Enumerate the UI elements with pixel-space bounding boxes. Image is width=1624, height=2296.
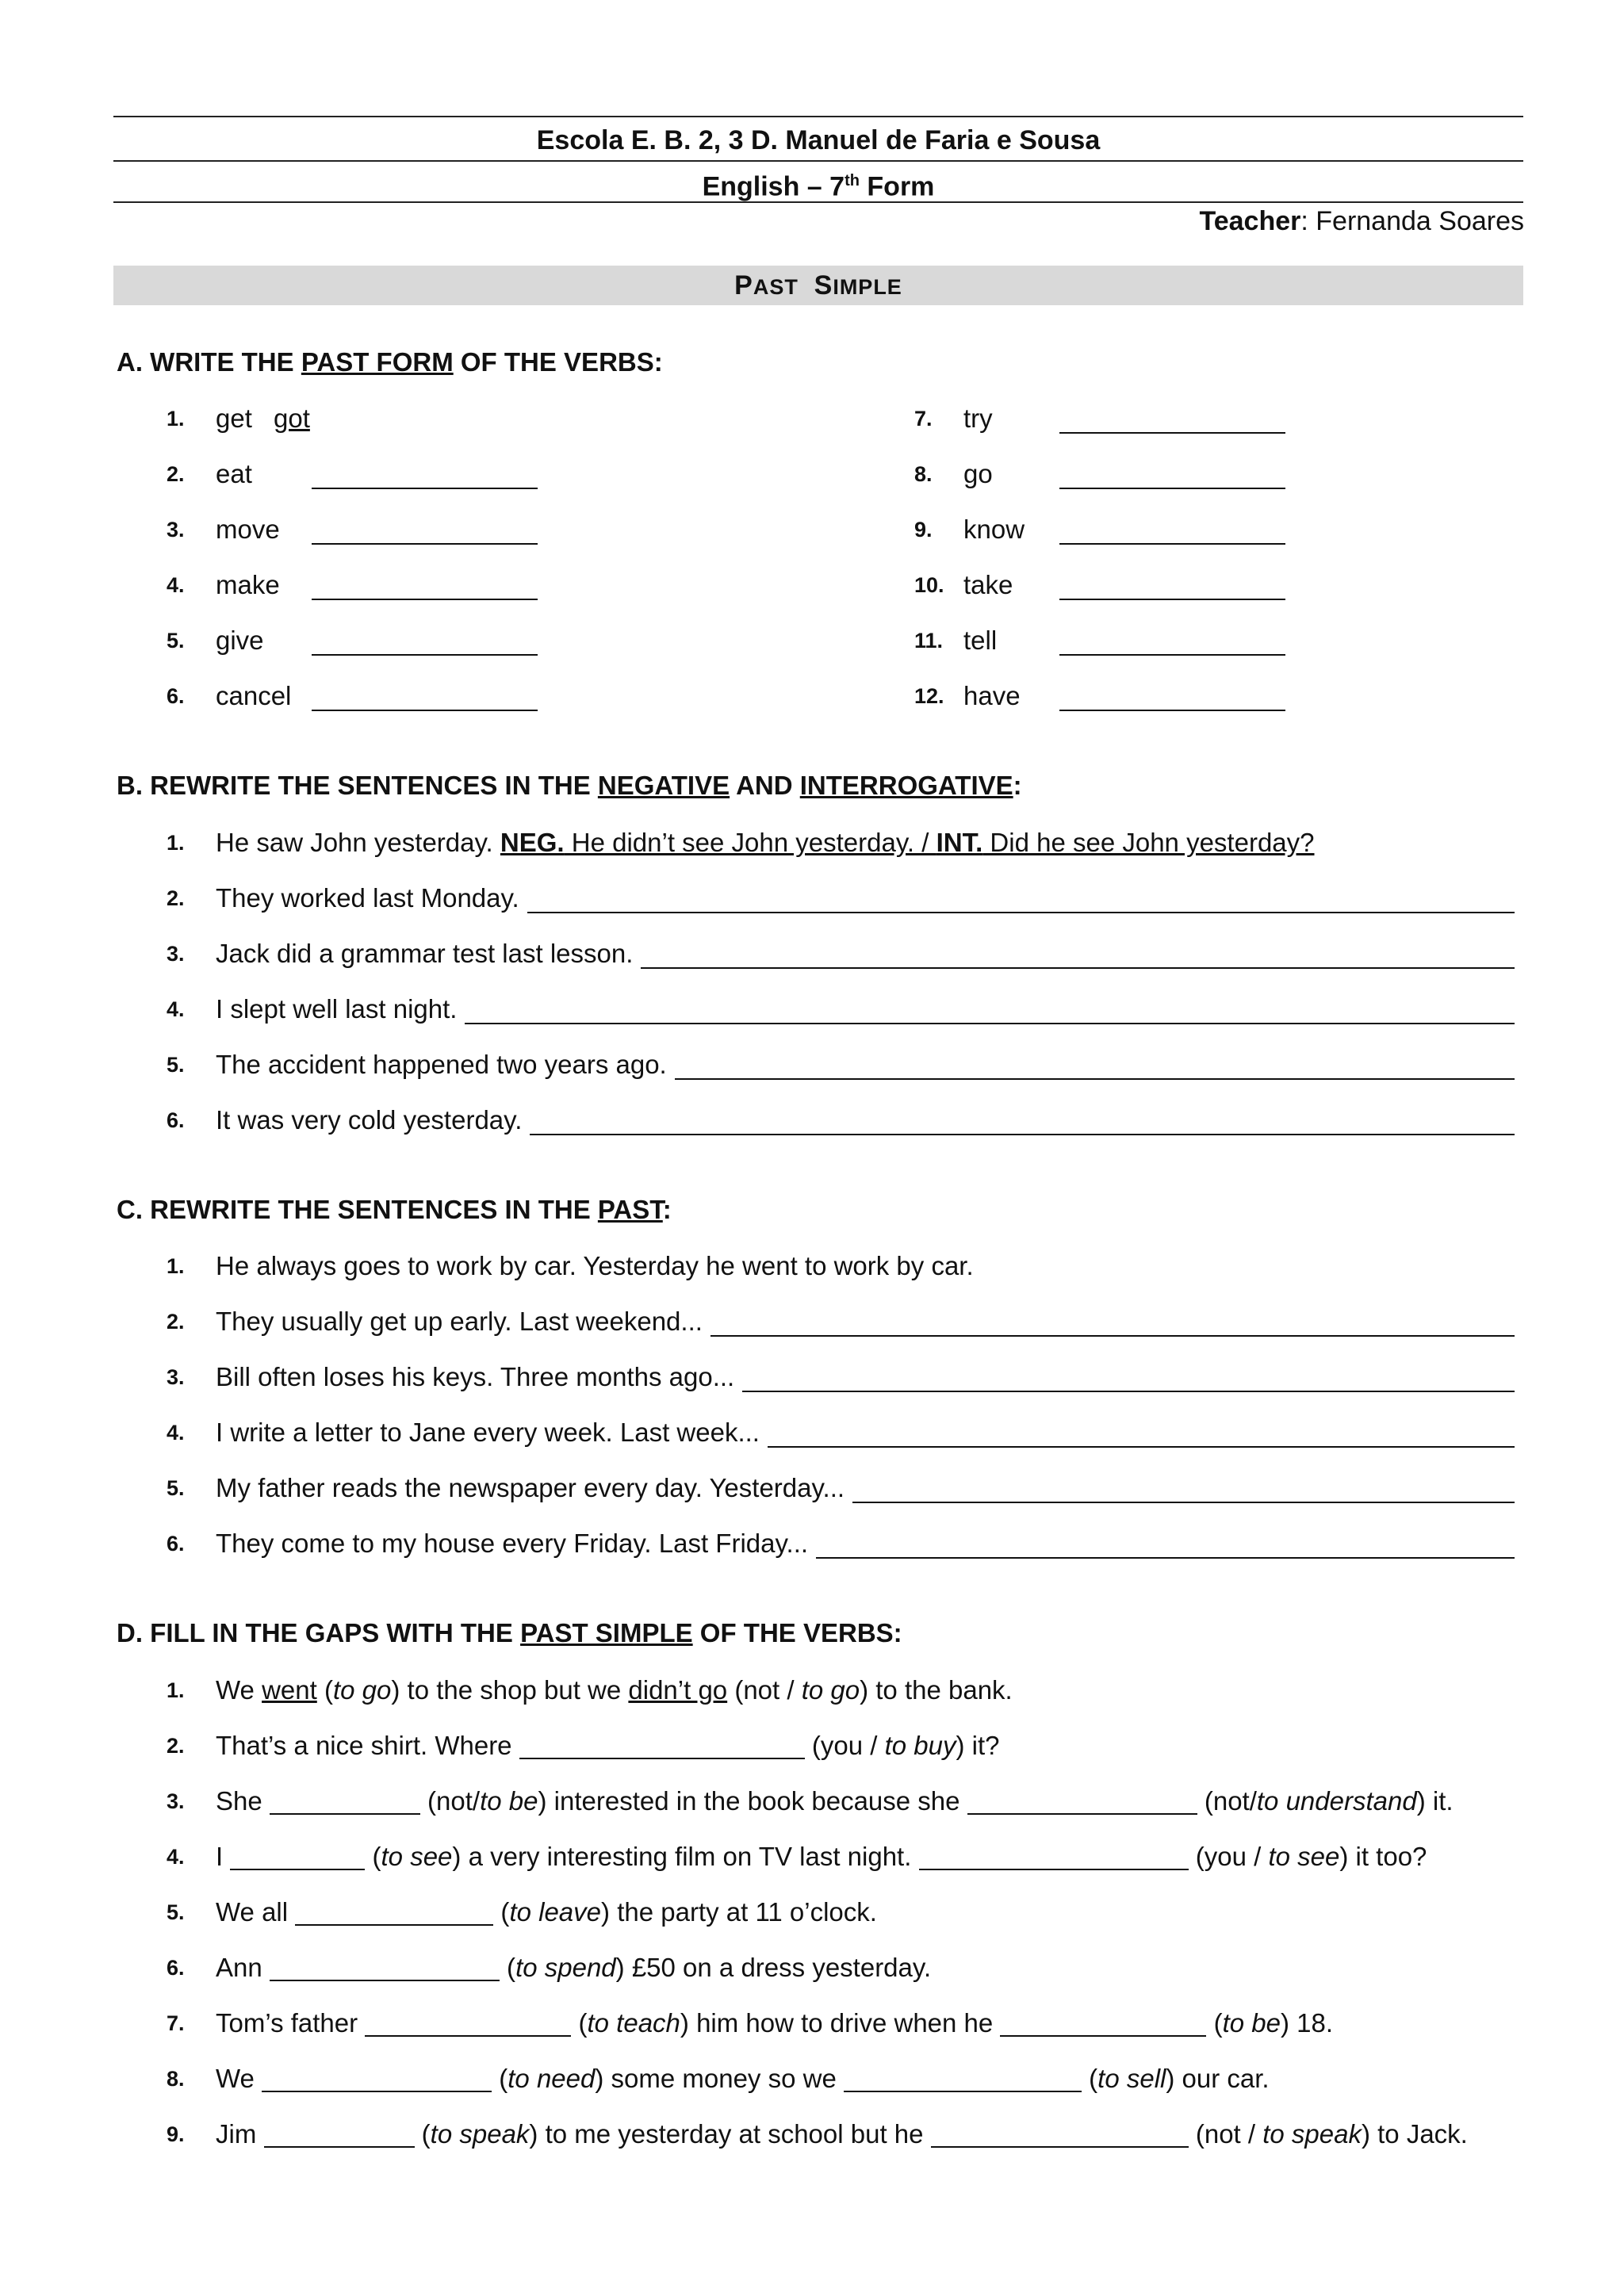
verb-item [167, 454, 611, 494]
sentence-text: Jack did a grammar test last lesson. [216, 939, 634, 968]
item-number: 3. [167, 1789, 185, 1813]
verb-hint: to sell [1097, 2064, 1166, 2093]
item-number: 3. [167, 1365, 185, 1389]
sentence-text: (you / [1188, 1842, 1269, 1871]
answer-blank[interactable] [262, 2059, 492, 2092]
answer-line[interactable] [675, 1078, 1515, 1080]
sentence-text: ) £50 on a dress yesterday. [615, 1953, 932, 1982]
gap-fill-item [167, 1892, 1522, 1932]
sentence-item [167, 1246, 1515, 1286]
verb-label: know [963, 515, 1025, 544]
sentence-text: ( [1206, 2008, 1223, 2038]
section-d-title: D. FILL IN THE GAPS WITH THE PAST SIMPLE OF THE VERBS: [117, 1618, 902, 1647]
verb-hint: to see [381, 1842, 453, 1871]
gap-fill-sentence [216, 1726, 1000, 1766]
sentence-text: I write a letter to Jane every week. Last week... [216, 1418, 760, 1447]
sentence-item [167, 989, 1515, 1029]
answer-blank[interactable] [1059, 432, 1285, 434]
sentence-text: We [216, 2064, 262, 2093]
gap-fill-item [167, 2003, 1522, 2043]
item-number: 7. [167, 2011, 185, 2035]
sentence-text: ) our car. [1166, 2064, 1270, 2093]
sentence-item [167, 1302, 1515, 1341]
verb-item [914, 565, 1358, 605]
answer-blank[interactable] [365, 2003, 571, 2037]
answer-blank[interactable] [919, 1837, 1189, 1870]
header-rule-top [113, 116, 1523, 117]
item-number: 9. [914, 518, 933, 541]
verb-item [914, 399, 1358, 438]
gap-fill-item [167, 2059, 1522, 2099]
item-number: 12. [914, 684, 944, 708]
answer-blank[interactable] [312, 488, 538, 489]
answer-line[interactable] [816, 1557, 1515, 1559]
sentence-text: (not / [1188, 2119, 1263, 2149]
answer-blank[interactable] [1059, 488, 1285, 489]
answer-blank[interactable] [1059, 654, 1285, 656]
teacher-line: Teacher: Fernanda Soares [1199, 206, 1524, 236]
item-number: 1. [167, 407, 185, 430]
verb-hint: to speak [1262, 2119, 1362, 2149]
gap-fill-item [167, 1726, 1522, 1766]
section-b-example: 1. He saw John yesterday. NEG. He didn’t see John yesterday. / INT. Did he see John yesterday? [167, 828, 1315, 857]
sentence-text: (you / [804, 1731, 885, 1760]
gap-fill-sentence [216, 1837, 1427, 1877]
gap-fill-item [167, 1837, 1522, 1877]
gap-fill-sentence [216, 1670, 1013, 1710]
verb-hint: to teach [587, 2008, 680, 2038]
sentence-text: ( [1081, 2064, 1098, 2093]
verb-item [914, 454, 1358, 494]
answer-line[interactable] [527, 912, 1515, 913]
sentence-text: He always goes to work by car. Yesterday he went to work by car. [216, 1251, 974, 1280]
verb-label: take [963, 570, 1013, 599]
item-number: 6. [167, 1108, 185, 1132]
item-number: 6. [167, 1532, 185, 1556]
sentence-text: They worked last Monday. [216, 883, 519, 913]
answer-blank[interactable] [1059, 599, 1285, 600]
subject-title: English – 7th Form [702, 171, 935, 202]
sentence-text: ) to me yesterday at school but he [529, 2119, 931, 2149]
gap-fill-sentence [216, 2059, 1270, 2099]
item-number: 5. [167, 629, 185, 652]
sentence-item [167, 1524, 1515, 1563]
section-b-title: B. REWRITE THE SENTENCES IN THE NEGATIVE AND INTERROGATIVE: [117, 771, 1022, 800]
verb-item [167, 399, 611, 438]
item-number: 2. [167, 462, 185, 486]
answer-blank[interactable] [295, 1892, 493, 1926]
answer-blank[interactable] [967, 1781, 1197, 1815]
answer-blank[interactable] [264, 2114, 415, 2148]
item-number: 1. [167, 1254, 185, 1278]
answer-blank[interactable] [844, 2059, 1082, 2092]
item-number: 7. [914, 407, 933, 430]
gap-fill-item [167, 1670, 1522, 1710]
sentence-text: ) a very interesting film on TV last night. [452, 1842, 919, 1871]
sentence-text: They come to my house every Friday. Last Friday... [216, 1529, 809, 1558]
answer-line[interactable] [852, 1502, 1515, 1503]
item-number: 4. [167, 997, 185, 1021]
gap-fill-item [167, 1948, 1522, 1988]
answer-blank[interactable] [270, 1781, 420, 1815]
gap-fill-sentence [216, 1948, 931, 1988]
sentence-text: Bill often loses his keys. Three months ago... [216, 1362, 735, 1391]
sentence-item [167, 1413, 1515, 1452]
answer-blank[interactable] [312, 654, 538, 656]
section-c-title: C. REWRITE THE SENTENCES IN THE PAST: [117, 1195, 672, 1224]
sentence-text: ) to the shop but we [391, 1675, 629, 1705]
verb-hint: to understand [1256, 1786, 1417, 1816]
item-number: 8. [914, 462, 933, 486]
gap-fill-sentence [216, 2003, 1333, 2043]
sentence-text: (not/ [1197, 1786, 1257, 1816]
answer-line[interactable] [465, 1023, 1515, 1024]
answer-blank[interactable] [1000, 2003, 1206, 2037]
sentence-text: Ann [216, 1953, 270, 1982]
verb-label: get [216, 404, 252, 433]
verb-label: go [963, 459, 993, 488]
answer-blank[interactable] [270, 1948, 500, 1981]
example-answer: went [262, 1675, 317, 1705]
sentence-text: ) it too? [1339, 1842, 1427, 1871]
sentence-text: ) to the bank. [860, 1675, 1013, 1705]
sentence-item [167, 878, 1515, 918]
verb-hint: to see [1268, 1842, 1340, 1871]
verb-label: make [216, 570, 280, 599]
sentence-text: ( [493, 1897, 510, 1927]
topic-banner: PAST SIMPLE [113, 266, 1523, 305]
sentence-text: ) interested in the book because she [538, 1786, 967, 1816]
answer-blank[interactable] [230, 1837, 365, 1870]
item-number: 11. [914, 629, 944, 652]
item-number: 4. [167, 573, 185, 597]
sentence-text: I [216, 1842, 231, 1871]
sentence-text: ) some money so we [595, 2064, 844, 2093]
verb-hint: to need [508, 2064, 596, 2093]
gap-fill-item [167, 1781, 1522, 1821]
answer-blank[interactable] [931, 2114, 1189, 2148]
sentence-text: ( [365, 1842, 381, 1871]
answer-line[interactable] [742, 1391, 1515, 1392]
verb-item [914, 621, 1358, 660]
verb-label: have [963, 681, 1021, 710]
sentence-text: We [216, 1675, 262, 1705]
item-number: 5. [167, 1053, 185, 1077]
verb-label: move [216, 515, 280, 544]
item-number: 6. [167, 684, 185, 708]
answer-line[interactable] [710, 1335, 1515, 1337]
verb-hint: to spend [515, 1953, 616, 1982]
item-number: 9. [167, 2122, 185, 2146]
answer-blank[interactable] [1059, 543, 1285, 545]
verb-label: eat [216, 459, 252, 488]
sentence-text: She [216, 1786, 270, 1816]
sentence-text: My father reads the newspaper every day. Yesterday... [216, 1473, 845, 1502]
item-number: 1. [167, 1678, 185, 1702]
verb-hint: to go [332, 1675, 392, 1705]
sentence-text: ) the party at 11 o’clock. [601, 1897, 877, 1927]
answer-blank[interactable] [312, 543, 538, 545]
item-number: 2. [167, 1734, 185, 1758]
gap-fill-item [167, 2114, 1522, 2154]
answer-line[interactable] [530, 1134, 1515, 1135]
verb-item [167, 621, 611, 660]
sentence-item [167, 1468, 1515, 1508]
sentence-text: (not / [727, 1675, 802, 1705]
sentence-text: ( [571, 2008, 588, 2038]
sentence-text: ( [414, 2119, 431, 2149]
sentence-text: Jim [216, 2119, 264, 2149]
sentence-text: The accident happened two years ago. [216, 1050, 667, 1079]
sentence-item [167, 1357, 1515, 1397]
sentence-text: ( [492, 2064, 508, 2093]
sentence-text: I slept well last night. [216, 994, 458, 1024]
sentence-text: ) it? [956, 1731, 1000, 1760]
verb-hint: to buy [884, 1731, 956, 1760]
item-number: 3. [167, 942, 185, 966]
sentence-text: ) to Jack. [1361, 2119, 1468, 2149]
school-name: Escola E. B. 2, 3 D. Manuel de Faria e Sousa [536, 125, 1101, 155]
answer-blank[interactable] [312, 599, 538, 600]
sentence-text: We all [216, 1897, 296, 1927]
sentence-text: ) it. [1416, 1786, 1454, 1816]
gap-fill-sentence [216, 1781, 1454, 1821]
verb-hint: to speak [430, 2119, 530, 2149]
item-number: 4. [167, 1421, 185, 1445]
sentence-text: ( [499, 1953, 516, 1982]
sentence-text: It was very cold yesterday. [216, 1105, 523, 1135]
verb-item [167, 510, 611, 549]
item-number: 5. [167, 1476, 185, 1500]
verb-label: try [963, 404, 993, 433]
sentence-item [167, 1045, 1515, 1085]
item-number: 2. [167, 1310, 185, 1334]
verb-hint: to go [801, 1675, 860, 1705]
sentence-text: ) him how to drive when he [680, 2008, 1001, 2038]
sentence-text: ( [316, 1675, 333, 1705]
answer-text: got [274, 404, 310, 433]
verb-hint: to be [1222, 2008, 1281, 2038]
item-number: 10. [914, 573, 944, 597]
verb-item [914, 676, 1358, 716]
answer-blank[interactable] [312, 710, 538, 711]
verb-hint: to leave [509, 1897, 602, 1927]
sentence-text: ) 18. [1281, 2008, 1334, 2038]
sentence-text: (not/ [419, 1786, 481, 1816]
item-number: 8. [167, 2067, 185, 2091]
answer-blank[interactable] [1059, 710, 1285, 711]
sentence-text: Tom’s father [216, 2008, 366, 2038]
verb-item [914, 510, 1358, 549]
answer-line[interactable] [768, 1446, 1515, 1448]
sentence-text: That’s a nice shirt. Where [216, 1731, 519, 1760]
item-number: 4. [167, 1845, 185, 1869]
item-number: 6. [167, 1956, 185, 1980]
item-number: 2. [167, 886, 185, 910]
sentence-text: They usually get up early. Last weekend... [216, 1307, 703, 1336]
verb-item [167, 565, 611, 605]
item-number: 5. [167, 1900, 185, 1924]
sentence-item [167, 1100, 1515, 1140]
verb-label: cancel [216, 681, 292, 710]
gap-fill-sentence [216, 2114, 1468, 2154]
verb-label: tell [963, 626, 998, 655]
section-a-title: A. WRITE THE PAST FORM OF THE VERBS: [117, 347, 663, 377]
verb-item [167, 676, 611, 716]
verb-label: give [216, 626, 264, 655]
item-number: 3. [167, 518, 185, 541]
verb-hint: to be [480, 1786, 538, 1816]
example-answer: didn’t go [628, 1675, 728, 1705]
sentence-item [167, 934, 1515, 974]
answer-blank[interactable] [519, 1726, 805, 1759]
answer-line[interactable] [641, 967, 1515, 969]
gap-fill-sentence [216, 1892, 877, 1932]
